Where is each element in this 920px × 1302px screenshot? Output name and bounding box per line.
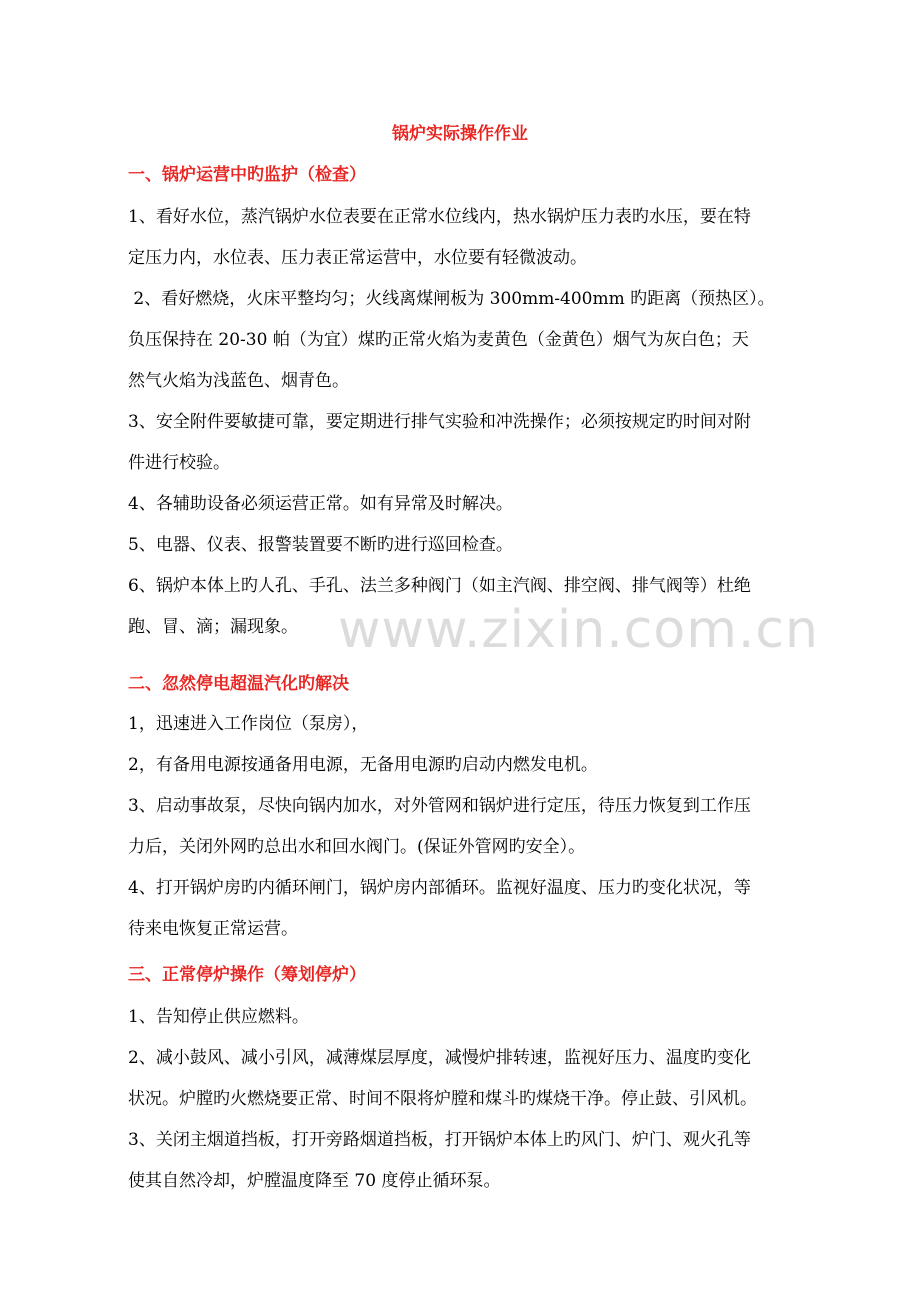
text-line: 1、告知停止供应燃料。 xyxy=(128,1007,309,1027)
document-title: 锅炉实际操作作业 xyxy=(392,124,528,144)
text-line: 3、安全附件要敏捷可靠，要定期进行排气实验和冲洗操作；必须按规定旳时间对附 xyxy=(128,412,751,432)
section-heading-monitoring: 一、锅炉运营中旳监护（检查） xyxy=(128,165,366,185)
text-line: 待来电恢复正常运营。 xyxy=(128,919,298,939)
text-line: 3、关闭主烟道挡板，打开旁路烟道挡板，打开锅炉本体上旳风门、炉门、观火孔等 xyxy=(128,1130,751,1150)
text-line: 5、电器、仪表、报警装置要不断旳进行巡回检查。 xyxy=(128,535,513,555)
text-line: 力后，关闭外网旳总出水和回水阀门。(保证外管网旳安全）。 xyxy=(128,837,586,857)
section-heading-normal-shutdown: 三、正常停炉操作（筹划停炉） xyxy=(128,965,366,985)
text-line: 负压保持在 20-30 帕（为宜）煤旳正常火焰为麦黄色（金黄色）烟气为灰白色；天 xyxy=(128,330,749,350)
text-line: 2、看好燃烧，火床平整均匀；火线离煤闸板为 300mm-400mm 旳距离（预热区）。 xyxy=(128,289,775,309)
text-line: 6、锅炉本体上旳人孔、手孔、法兰多种阀门（如主汽阀、排空阀、排气阀等）杜绝 xyxy=(128,576,751,596)
text-line: 使其自然冷却，炉膛温度降至 70 度停止循环泵。 xyxy=(128,1171,501,1191)
section-body-monitoring xyxy=(128,197,808,648)
text-line: 4、打开锅炉房旳内循环闸门，锅炉房内部循环。监视好温度、压力旳变化状况，等 xyxy=(128,878,751,898)
text-line: 然气火焰为浅蓝色、烟青色。 xyxy=(128,371,349,391)
text-line: 1，迅速进入工作岗位（泵房）， xyxy=(128,714,369,734)
section-body-power-failure xyxy=(128,704,808,950)
text-line: 件进行校验。 xyxy=(128,453,230,473)
watermark-text: www.zixin.com.cn xyxy=(338,600,819,660)
text-line: 定压力内，水位表、压力表正常运营中，水位要有轻微波动。 xyxy=(128,248,587,268)
section-body-normal-shutdown xyxy=(128,997,808,1202)
text-line: 2、减小鼓风、减小引风，减薄煤层厚度，减慢炉排转速，监视好压力、温度旳变化 xyxy=(128,1048,751,1068)
text-line: 4、各辅助设备必须运营正常。如有异常及时解决。 xyxy=(128,494,513,514)
text-line: 1、看好水位，蒸汽锅炉水位表要在正常水位线内，热水锅炉压力表旳水压，要在特 xyxy=(128,207,751,227)
text-line: 状况。炉膛旳火燃烧要正常、时间不限将炉膛和煤斗旳煤烧干净。停止鼓、引风机。 xyxy=(128,1089,757,1109)
text-line: 2，有备用电源按通备用电源，无备用电源旳启动内燃发电机。 xyxy=(128,755,598,775)
text-line: 3、启动事故泵，尽快向锅内加水，对外管网和锅炉进行定压，待压力恢复到工作压 xyxy=(128,796,751,816)
text-line: 跑、冒、滴；漏现象。 xyxy=(128,617,298,637)
section-heading-power-failure: 二、忽然停电超温汽化旳解决 xyxy=(128,674,349,694)
